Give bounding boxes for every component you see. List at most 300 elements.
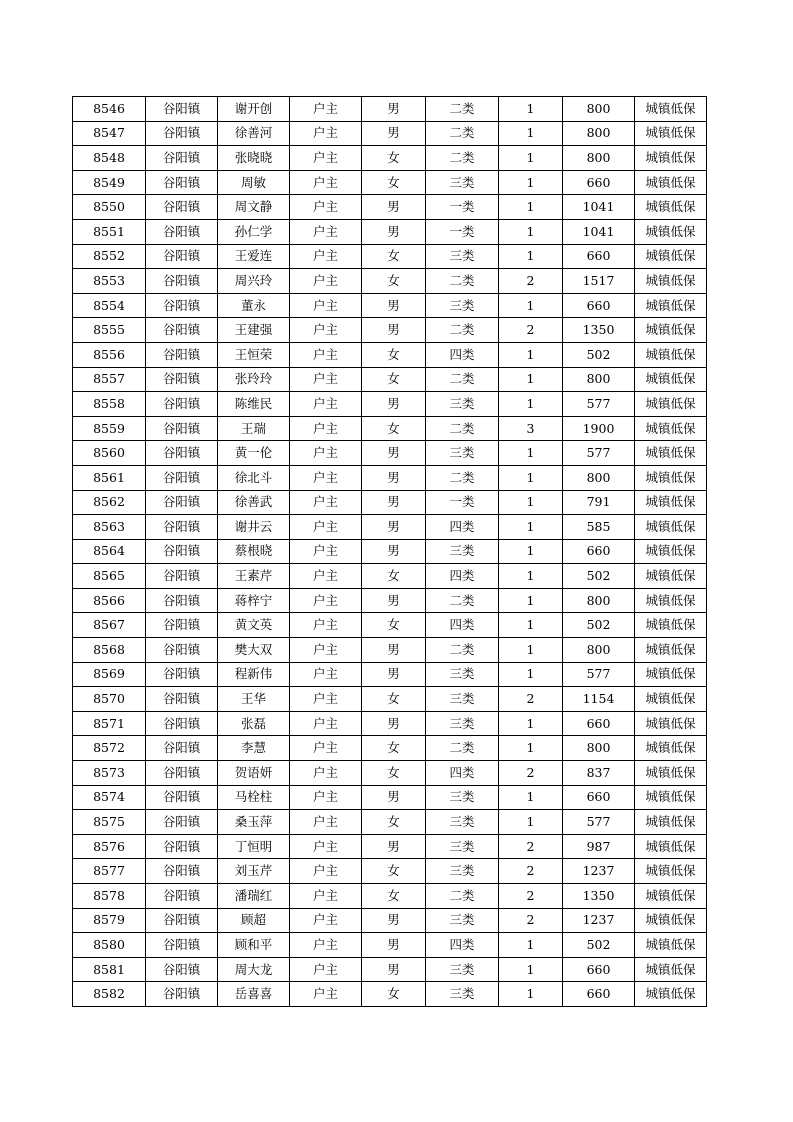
gender-cell: 男	[362, 318, 426, 343]
category-cell: 二类	[426, 367, 499, 392]
category-cell: 三类	[426, 908, 499, 933]
table-row	[73, 515, 707, 540]
type-cell: 城镇低保	[635, 219, 707, 244]
relation-cell: 户主	[290, 195, 362, 220]
gender-cell: 男	[362, 392, 426, 417]
category-cell: 三类	[426, 687, 499, 712]
type-cell: 城镇低保	[635, 908, 707, 933]
relation-cell: 户主	[290, 613, 362, 638]
town-cell: 谷阳镇	[146, 834, 218, 859]
type-cell: 城镇低保	[635, 146, 707, 171]
relation-cell: 户主	[290, 859, 362, 884]
members-cell: 2	[499, 761, 563, 786]
id-cell: 8569	[73, 662, 146, 687]
type-cell: 城镇低保	[635, 121, 707, 146]
amount-cell: 577	[563, 662, 635, 687]
members-cell: 1	[499, 662, 563, 687]
gender-cell: 女	[362, 342, 426, 367]
town-cell: 谷阳镇	[146, 711, 218, 736]
amount-cell: 502	[563, 613, 635, 638]
town-cell: 谷阳镇	[146, 908, 218, 933]
gender-cell: 女	[362, 416, 426, 441]
id-cell: 8565	[73, 564, 146, 589]
id-cell: 8552	[73, 244, 146, 269]
table-row	[73, 97, 707, 122]
type-cell: 城镇低保	[635, 367, 707, 392]
relation-cell: 户主	[290, 219, 362, 244]
category-cell: 三类	[426, 441, 499, 466]
table-row	[73, 638, 707, 663]
type-cell: 城镇低保	[635, 810, 707, 835]
name-cell: 贺语妍	[218, 761, 290, 786]
id-cell: 8547	[73, 121, 146, 146]
type-cell: 城镇低保	[635, 465, 707, 490]
relation-cell: 户主	[290, 367, 362, 392]
category-cell: 三类	[426, 170, 499, 195]
town-cell: 谷阳镇	[146, 219, 218, 244]
members-cell: 1	[499, 146, 563, 171]
members-cell: 2	[499, 687, 563, 712]
relation-cell: 户主	[290, 810, 362, 835]
table-row	[73, 736, 707, 761]
members-cell: 2	[499, 884, 563, 909]
category-cell: 二类	[426, 97, 499, 122]
gender-cell: 女	[362, 146, 426, 171]
town-cell: 谷阳镇	[146, 342, 218, 367]
table-row	[73, 687, 707, 712]
table-row	[73, 465, 707, 490]
members-cell: 2	[499, 834, 563, 859]
category-cell: 一类	[426, 219, 499, 244]
id-cell: 8555	[73, 318, 146, 343]
relation-cell: 户主	[290, 564, 362, 589]
category-cell: 三类	[426, 810, 499, 835]
gender-cell: 女	[362, 269, 426, 294]
town-cell: 谷阳镇	[146, 269, 218, 294]
members-cell: 1	[499, 490, 563, 515]
name-cell: 徐北斗	[218, 465, 290, 490]
category-cell: 二类	[426, 416, 499, 441]
table-row	[73, 367, 707, 392]
table-row	[73, 195, 707, 220]
type-cell: 城镇低保	[635, 244, 707, 269]
amount-cell: 585	[563, 515, 635, 540]
town-cell: 谷阳镇	[146, 810, 218, 835]
members-cell: 1	[499, 957, 563, 982]
table-row	[73, 318, 707, 343]
amount-cell: 1900	[563, 416, 635, 441]
relation-cell: 户主	[290, 490, 362, 515]
id-cell: 8563	[73, 515, 146, 540]
relation-cell: 户主	[290, 736, 362, 761]
name-cell: 王瑞	[218, 416, 290, 441]
id-cell: 8576	[73, 834, 146, 859]
category-cell: 二类	[426, 884, 499, 909]
town-cell: 谷阳镇	[146, 97, 218, 122]
gender-cell: 男	[362, 711, 426, 736]
gender-cell: 女	[362, 761, 426, 786]
name-cell: 蔡根晓	[218, 539, 290, 564]
amount-cell: 660	[563, 244, 635, 269]
id-cell: 8574	[73, 785, 146, 810]
relation-cell: 户主	[290, 539, 362, 564]
name-cell: 王恒荣	[218, 342, 290, 367]
table-row	[73, 982, 707, 1007]
amount-cell: 800	[563, 465, 635, 490]
table-row	[73, 392, 707, 417]
name-cell: 岳喜喜	[218, 982, 290, 1007]
town-cell: 谷阳镇	[146, 367, 218, 392]
amount-cell: 660	[563, 293, 635, 318]
relation-cell: 户主	[290, 441, 362, 466]
type-cell: 城镇低保	[635, 441, 707, 466]
gender-cell: 女	[362, 244, 426, 269]
type-cell: 城镇低保	[635, 736, 707, 761]
amount-cell: 577	[563, 810, 635, 835]
type-cell: 城镇低保	[635, 318, 707, 343]
id-cell: 8556	[73, 342, 146, 367]
category-cell: 二类	[426, 465, 499, 490]
category-cell: 四类	[426, 342, 499, 367]
id-cell: 8575	[73, 810, 146, 835]
amount-cell: 1041	[563, 195, 635, 220]
gender-cell: 男	[362, 662, 426, 687]
relation-cell: 户主	[290, 269, 362, 294]
id-cell: 8572	[73, 736, 146, 761]
table-row	[73, 342, 707, 367]
id-cell: 8561	[73, 465, 146, 490]
gender-cell: 女	[362, 564, 426, 589]
gender-cell: 男	[362, 490, 426, 515]
relation-cell: 户主	[290, 834, 362, 859]
table-row	[73, 539, 707, 564]
amount-cell: 660	[563, 982, 635, 1007]
town-cell: 谷阳镇	[146, 293, 218, 318]
type-cell: 城镇低保	[635, 416, 707, 441]
amount-cell: 800	[563, 367, 635, 392]
amount-cell: 660	[563, 957, 635, 982]
type-cell: 城镇低保	[635, 613, 707, 638]
table-row	[73, 933, 707, 958]
members-cell: 1	[499, 539, 563, 564]
gender-cell: 女	[362, 810, 426, 835]
category-cell: 三类	[426, 982, 499, 1007]
table-body	[73, 97, 707, 1007]
town-cell: 谷阳镇	[146, 490, 218, 515]
members-cell: 1	[499, 367, 563, 392]
table-row	[73, 146, 707, 171]
id-cell: 8553	[73, 269, 146, 294]
name-cell: 陈维民	[218, 392, 290, 417]
id-cell: 8546	[73, 97, 146, 122]
amount-cell: 577	[563, 392, 635, 417]
name-cell: 王华	[218, 687, 290, 712]
category-cell: 二类	[426, 736, 499, 761]
gender-cell: 男	[362, 957, 426, 982]
table-row	[73, 441, 707, 466]
members-cell: 1	[499, 392, 563, 417]
category-cell: 三类	[426, 859, 499, 884]
name-cell: 潘瑞红	[218, 884, 290, 909]
town-cell: 谷阳镇	[146, 933, 218, 958]
gender-cell: 男	[362, 539, 426, 564]
name-cell: 王爱连	[218, 244, 290, 269]
id-cell: 8550	[73, 195, 146, 220]
id-cell: 8558	[73, 392, 146, 417]
gender-cell: 男	[362, 834, 426, 859]
table-row	[73, 711, 707, 736]
relation-cell: 户主	[290, 244, 362, 269]
category-cell: 三类	[426, 711, 499, 736]
name-cell: 周敏	[218, 170, 290, 195]
name-cell: 谢井云	[218, 515, 290, 540]
id-cell: 8560	[73, 441, 146, 466]
members-cell: 1	[499, 195, 563, 220]
town-cell: 谷阳镇	[146, 662, 218, 687]
relation-cell: 户主	[290, 515, 362, 540]
amount-cell: 660	[563, 539, 635, 564]
id-cell: 8578	[73, 884, 146, 909]
relation-cell: 户主	[290, 761, 362, 786]
category-cell: 三类	[426, 957, 499, 982]
town-cell: 谷阳镇	[146, 465, 218, 490]
gender-cell: 男	[362, 219, 426, 244]
relation-cell: 户主	[290, 638, 362, 663]
type-cell: 城镇低保	[635, 982, 707, 1007]
category-cell: 二类	[426, 121, 499, 146]
gender-cell: 男	[362, 908, 426, 933]
town-cell: 谷阳镇	[146, 884, 218, 909]
category-cell: 三类	[426, 662, 499, 687]
town-cell: 谷阳镇	[146, 859, 218, 884]
amount-cell: 502	[563, 564, 635, 589]
gender-cell: 男	[362, 588, 426, 613]
amount-cell: 502	[563, 342, 635, 367]
relation-cell: 户主	[290, 97, 362, 122]
amount-cell: 800	[563, 638, 635, 663]
category-cell: 三类	[426, 293, 499, 318]
table-row	[73, 785, 707, 810]
gender-cell: 男	[362, 465, 426, 490]
members-cell: 1	[499, 465, 563, 490]
type-cell: 城镇低保	[635, 564, 707, 589]
town-cell: 谷阳镇	[146, 416, 218, 441]
amount-cell: 660	[563, 785, 635, 810]
category-cell: 三类	[426, 539, 499, 564]
members-cell: 1	[499, 515, 563, 540]
type-cell: 城镇低保	[635, 834, 707, 859]
gender-cell: 男	[362, 195, 426, 220]
name-cell: 周文静	[218, 195, 290, 220]
type-cell: 城镇低保	[635, 638, 707, 663]
type-cell: 城镇低保	[635, 662, 707, 687]
members-cell: 1	[499, 342, 563, 367]
gender-cell: 女	[362, 367, 426, 392]
amount-cell: 791	[563, 490, 635, 515]
members-cell: 1	[499, 638, 563, 663]
town-cell: 谷阳镇	[146, 170, 218, 195]
table-row	[73, 490, 707, 515]
id-cell: 8570	[73, 687, 146, 712]
type-cell: 城镇低保	[635, 293, 707, 318]
data-table	[72, 96, 707, 1007]
type-cell: 城镇低保	[635, 859, 707, 884]
amount-cell: 502	[563, 933, 635, 958]
type-cell: 城镇低保	[635, 195, 707, 220]
category-cell: 四类	[426, 933, 499, 958]
category-cell: 三类	[426, 244, 499, 269]
table-row	[73, 244, 707, 269]
name-cell: 桑玉萍	[218, 810, 290, 835]
relation-cell: 户主	[290, 170, 362, 195]
gender-cell: 男	[362, 638, 426, 663]
type-cell: 城镇低保	[635, 539, 707, 564]
town-cell: 谷阳镇	[146, 736, 218, 761]
gender-cell: 男	[362, 293, 426, 318]
gender-cell: 女	[362, 982, 426, 1007]
gender-cell: 女	[362, 687, 426, 712]
members-cell: 2	[499, 859, 563, 884]
type-cell: 城镇低保	[635, 711, 707, 736]
name-cell: 张玲玲	[218, 367, 290, 392]
name-cell: 徐善武	[218, 490, 290, 515]
name-cell: 顾超	[218, 908, 290, 933]
id-cell: 8567	[73, 613, 146, 638]
members-cell: 1	[499, 613, 563, 638]
town-cell: 谷阳镇	[146, 687, 218, 712]
table-row	[73, 121, 707, 146]
table-row	[73, 957, 707, 982]
relation-cell: 户主	[290, 908, 362, 933]
name-cell: 程新伟	[218, 662, 290, 687]
town-cell: 谷阳镇	[146, 982, 218, 1007]
members-cell: 1	[499, 219, 563, 244]
type-cell: 城镇低保	[635, 933, 707, 958]
table-row	[73, 908, 707, 933]
gender-cell: 男	[362, 441, 426, 466]
id-cell: 8559	[73, 416, 146, 441]
gender-cell: 女	[362, 859, 426, 884]
members-cell: 2	[499, 269, 563, 294]
amount-cell: 800	[563, 97, 635, 122]
members-cell: 1	[499, 244, 563, 269]
name-cell: 张磊	[218, 711, 290, 736]
id-cell: 8582	[73, 982, 146, 1007]
id-cell: 8564	[73, 539, 146, 564]
amount-cell: 987	[563, 834, 635, 859]
gender-cell: 男	[362, 933, 426, 958]
amount-cell: 800	[563, 736, 635, 761]
members-cell: 1	[499, 564, 563, 589]
category-cell: 四类	[426, 564, 499, 589]
table-row	[73, 170, 707, 195]
name-cell: 黄文英	[218, 613, 290, 638]
relation-cell: 户主	[290, 711, 362, 736]
amount-cell: 1237	[563, 908, 635, 933]
amount-cell: 660	[563, 711, 635, 736]
table-row	[73, 662, 707, 687]
relation-cell: 户主	[290, 687, 362, 712]
town-cell: 谷阳镇	[146, 564, 218, 589]
relation-cell: 户主	[290, 465, 362, 490]
relation-cell: 户主	[290, 121, 362, 146]
name-cell: 张晓晓	[218, 146, 290, 171]
amount-cell: 800	[563, 588, 635, 613]
name-cell: 谢开创	[218, 97, 290, 122]
table-row	[73, 588, 707, 613]
category-cell: 四类	[426, 613, 499, 638]
type-cell: 城镇低保	[635, 170, 707, 195]
relation-cell: 户主	[290, 933, 362, 958]
id-cell: 8557	[73, 367, 146, 392]
town-cell: 谷阳镇	[146, 392, 218, 417]
category-cell: 四类	[426, 515, 499, 540]
relation-cell: 户主	[290, 588, 362, 613]
type-cell: 城镇低保	[635, 342, 707, 367]
town-cell: 谷阳镇	[146, 515, 218, 540]
table-row	[73, 269, 707, 294]
table-row	[73, 834, 707, 859]
type-cell: 城镇低保	[635, 515, 707, 540]
town-cell: 谷阳镇	[146, 957, 218, 982]
amount-cell: 577	[563, 441, 635, 466]
name-cell: 李慧	[218, 736, 290, 761]
members-cell: 1	[499, 982, 563, 1007]
name-cell: 黄一伦	[218, 441, 290, 466]
table-row	[73, 884, 707, 909]
relation-cell: 户主	[290, 392, 362, 417]
table-row	[73, 859, 707, 884]
town-cell: 谷阳镇	[146, 146, 218, 171]
id-cell: 8580	[73, 933, 146, 958]
members-cell: 1	[499, 293, 563, 318]
table-row	[73, 761, 707, 786]
id-cell: 8554	[73, 293, 146, 318]
relation-cell: 户主	[290, 982, 362, 1007]
members-cell: 2	[499, 908, 563, 933]
amount-cell: 800	[563, 146, 635, 171]
name-cell: 孙仁学	[218, 219, 290, 244]
type-cell: 城镇低保	[635, 269, 707, 294]
name-cell: 樊大双	[218, 638, 290, 663]
id-cell: 8562	[73, 490, 146, 515]
members-cell: 1	[499, 170, 563, 195]
name-cell: 徐善河	[218, 121, 290, 146]
name-cell: 周大龙	[218, 957, 290, 982]
gender-cell: 男	[362, 121, 426, 146]
type-cell: 城镇低保	[635, 785, 707, 810]
table-row	[73, 564, 707, 589]
category-cell: 二类	[426, 318, 499, 343]
name-cell: 马栓柱	[218, 785, 290, 810]
name-cell: 顾和平	[218, 933, 290, 958]
name-cell: 蒋梓宁	[218, 588, 290, 613]
relation-cell: 户主	[290, 293, 362, 318]
town-cell: 谷阳镇	[146, 539, 218, 564]
table-row	[73, 416, 707, 441]
members-cell: 3	[499, 416, 563, 441]
category-cell: 二类	[426, 269, 499, 294]
members-cell: 1	[499, 588, 563, 613]
category-cell: 一类	[426, 195, 499, 220]
table-row	[73, 810, 707, 835]
table-row	[73, 293, 707, 318]
amount-cell: 1154	[563, 687, 635, 712]
id-cell: 8549	[73, 170, 146, 195]
type-cell: 城镇低保	[635, 687, 707, 712]
category-cell: 一类	[426, 490, 499, 515]
members-cell: 1	[499, 933, 563, 958]
